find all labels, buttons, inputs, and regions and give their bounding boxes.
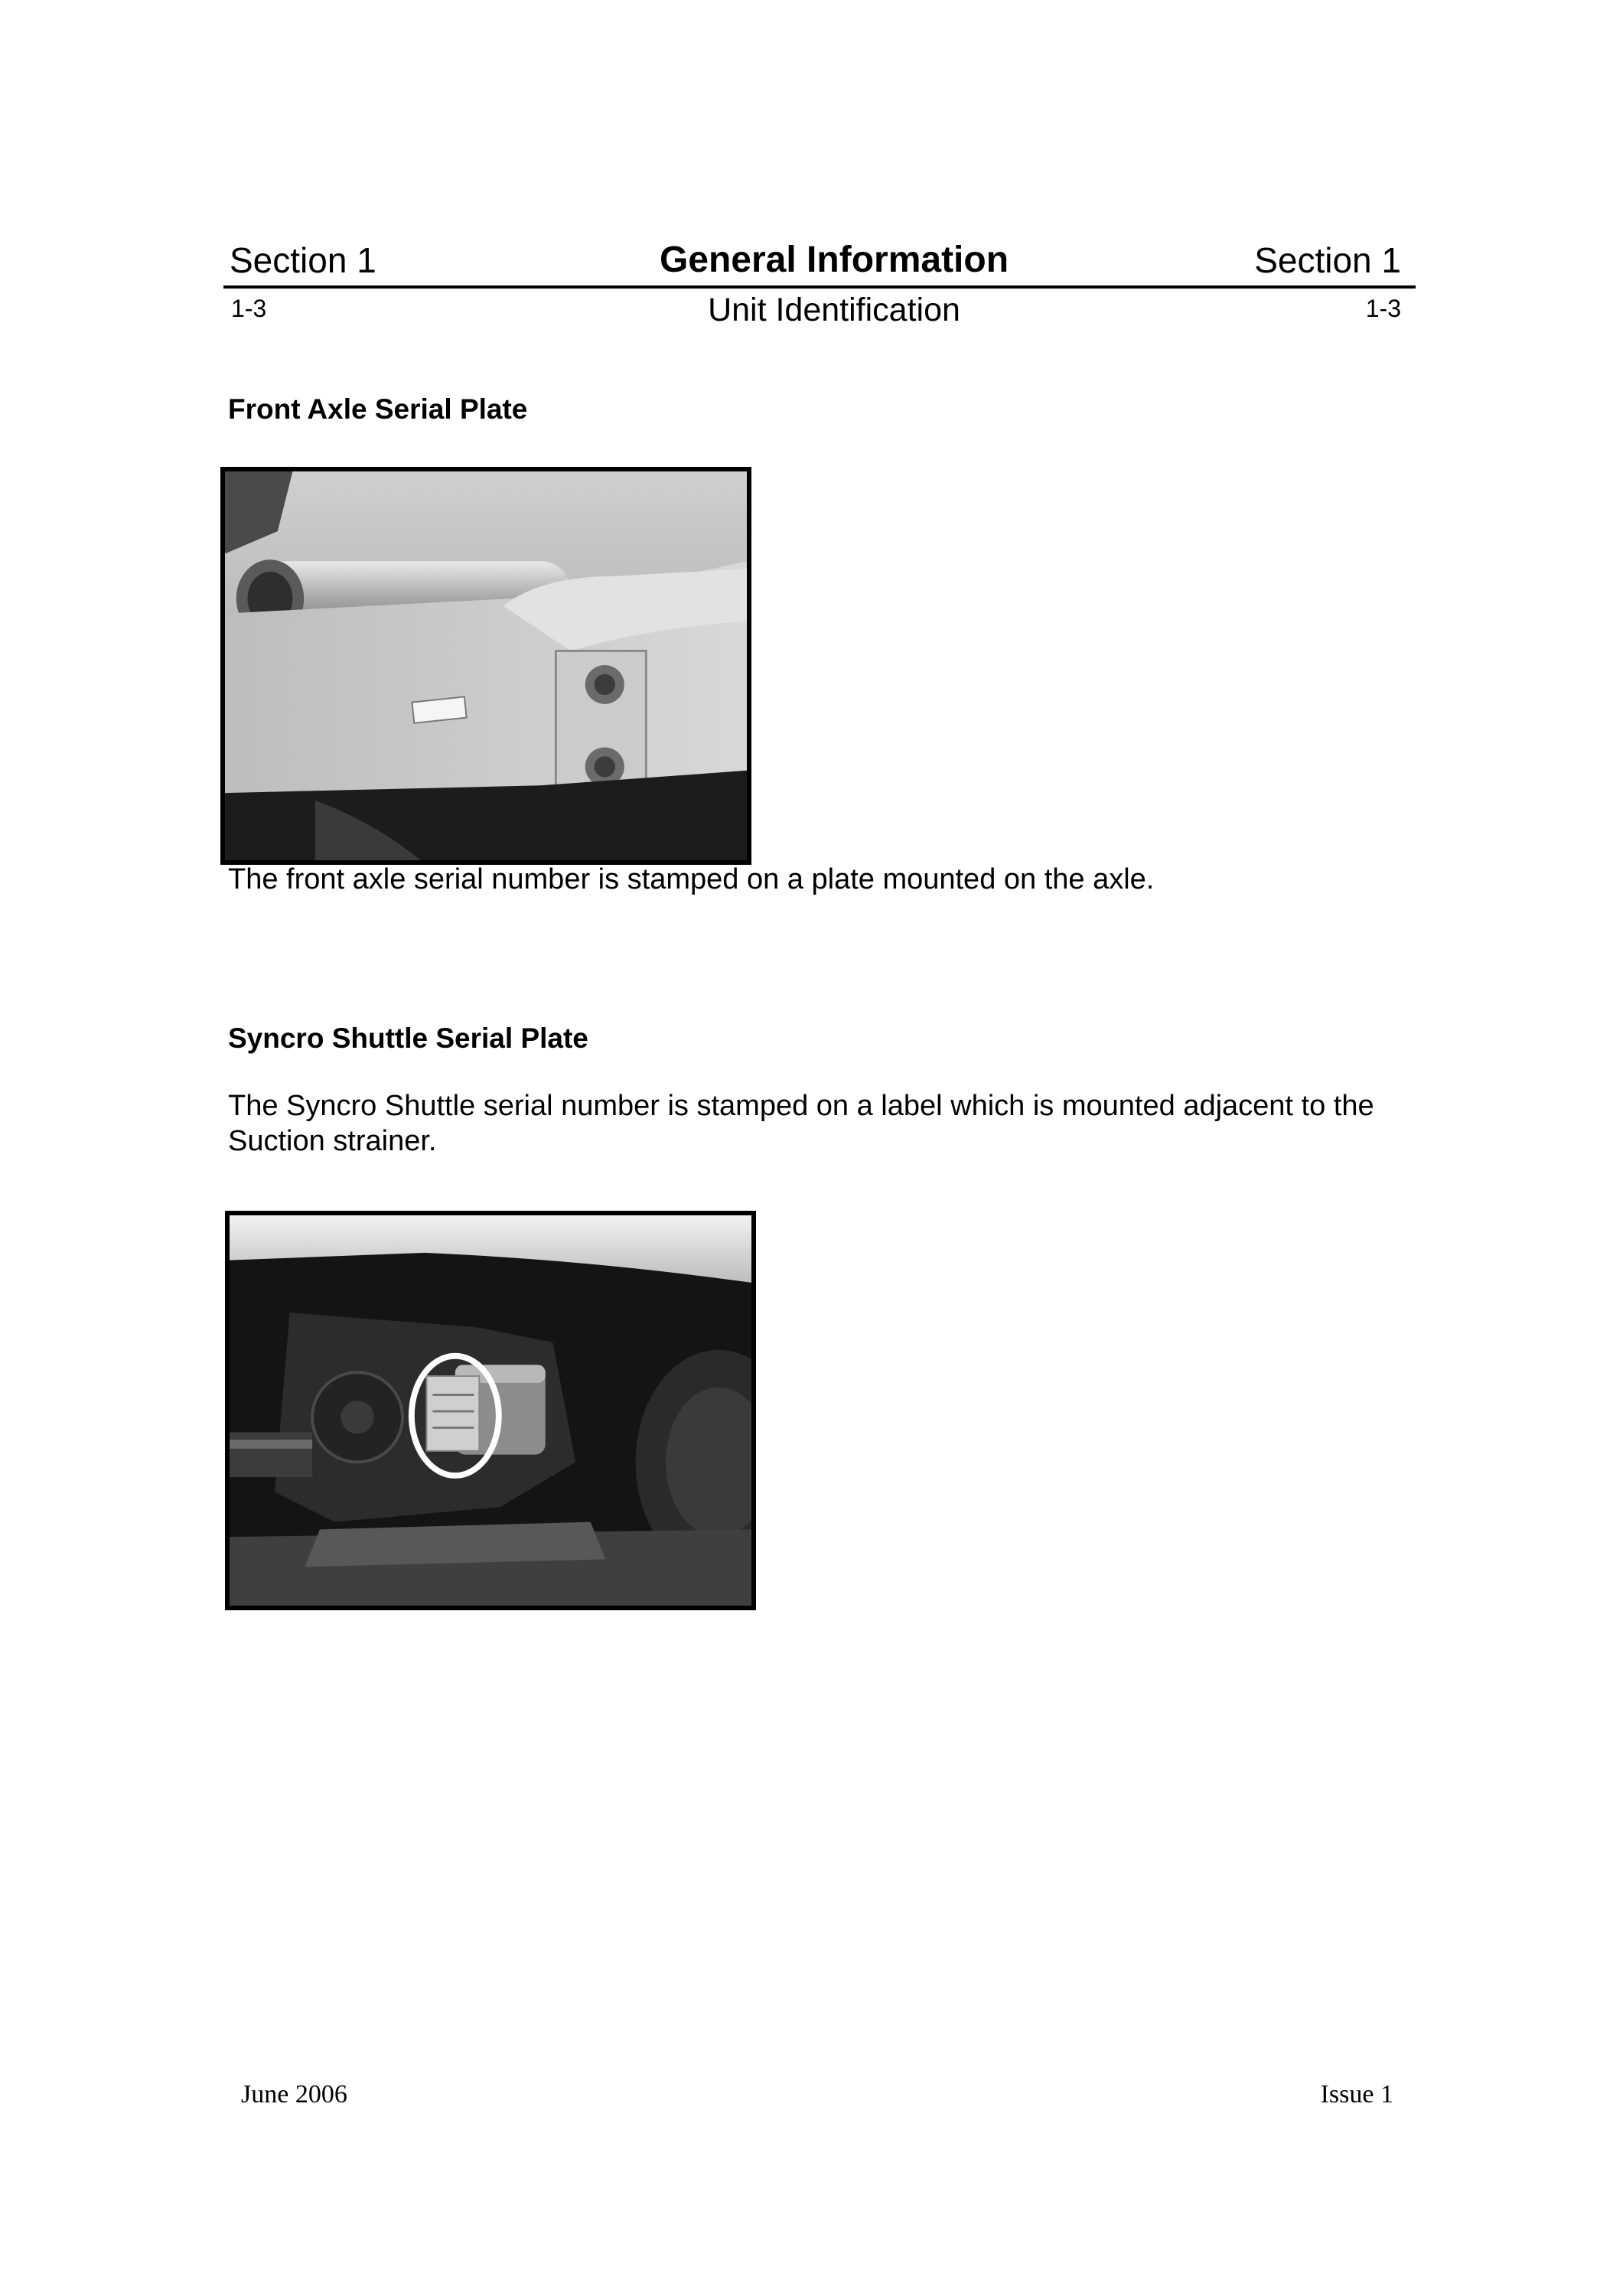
header-page-number-right: 1-3 <box>1365 295 1401 322</box>
syncro-shuttle-heading: Syncro Shuttle Serial Plate <box>228 1022 588 1054</box>
footer-date: June 2006 <box>241 2080 347 2108</box>
header-divider <box>223 285 1416 289</box>
header-section-left: Section 1 <box>230 240 376 280</box>
footer-issue: Issue 1 <box>1320 2080 1393 2108</box>
syncro-shuttle-photo-image <box>230 1215 751 1606</box>
syncro-shuttle-photo <box>225 1211 756 1610</box>
page-title: General Information <box>659 240 1009 280</box>
header-page-number-left: 1-3 <box>231 295 267 322</box>
syncro-shuttle-text-line2: Suction strainer. <box>228 1125 437 1157</box>
front-axle-photo <box>220 467 751 865</box>
header-section-right: Section 1 <box>1254 240 1401 280</box>
page-subtitle: Unit Identification <box>708 292 960 328</box>
front-axle-caption: The front axle serial number is stamped on a plate mounted on the axle. <box>228 863 1155 895</box>
front-axle-heading: Front Axle Serial Plate <box>228 393 528 425</box>
front-axle-photo-image <box>225 471 747 860</box>
syncro-shuttle-text-line1: The Syncro Shuttle serial number is stamped on a label which is mounted adjacent to the <box>228 1090 1374 1122</box>
